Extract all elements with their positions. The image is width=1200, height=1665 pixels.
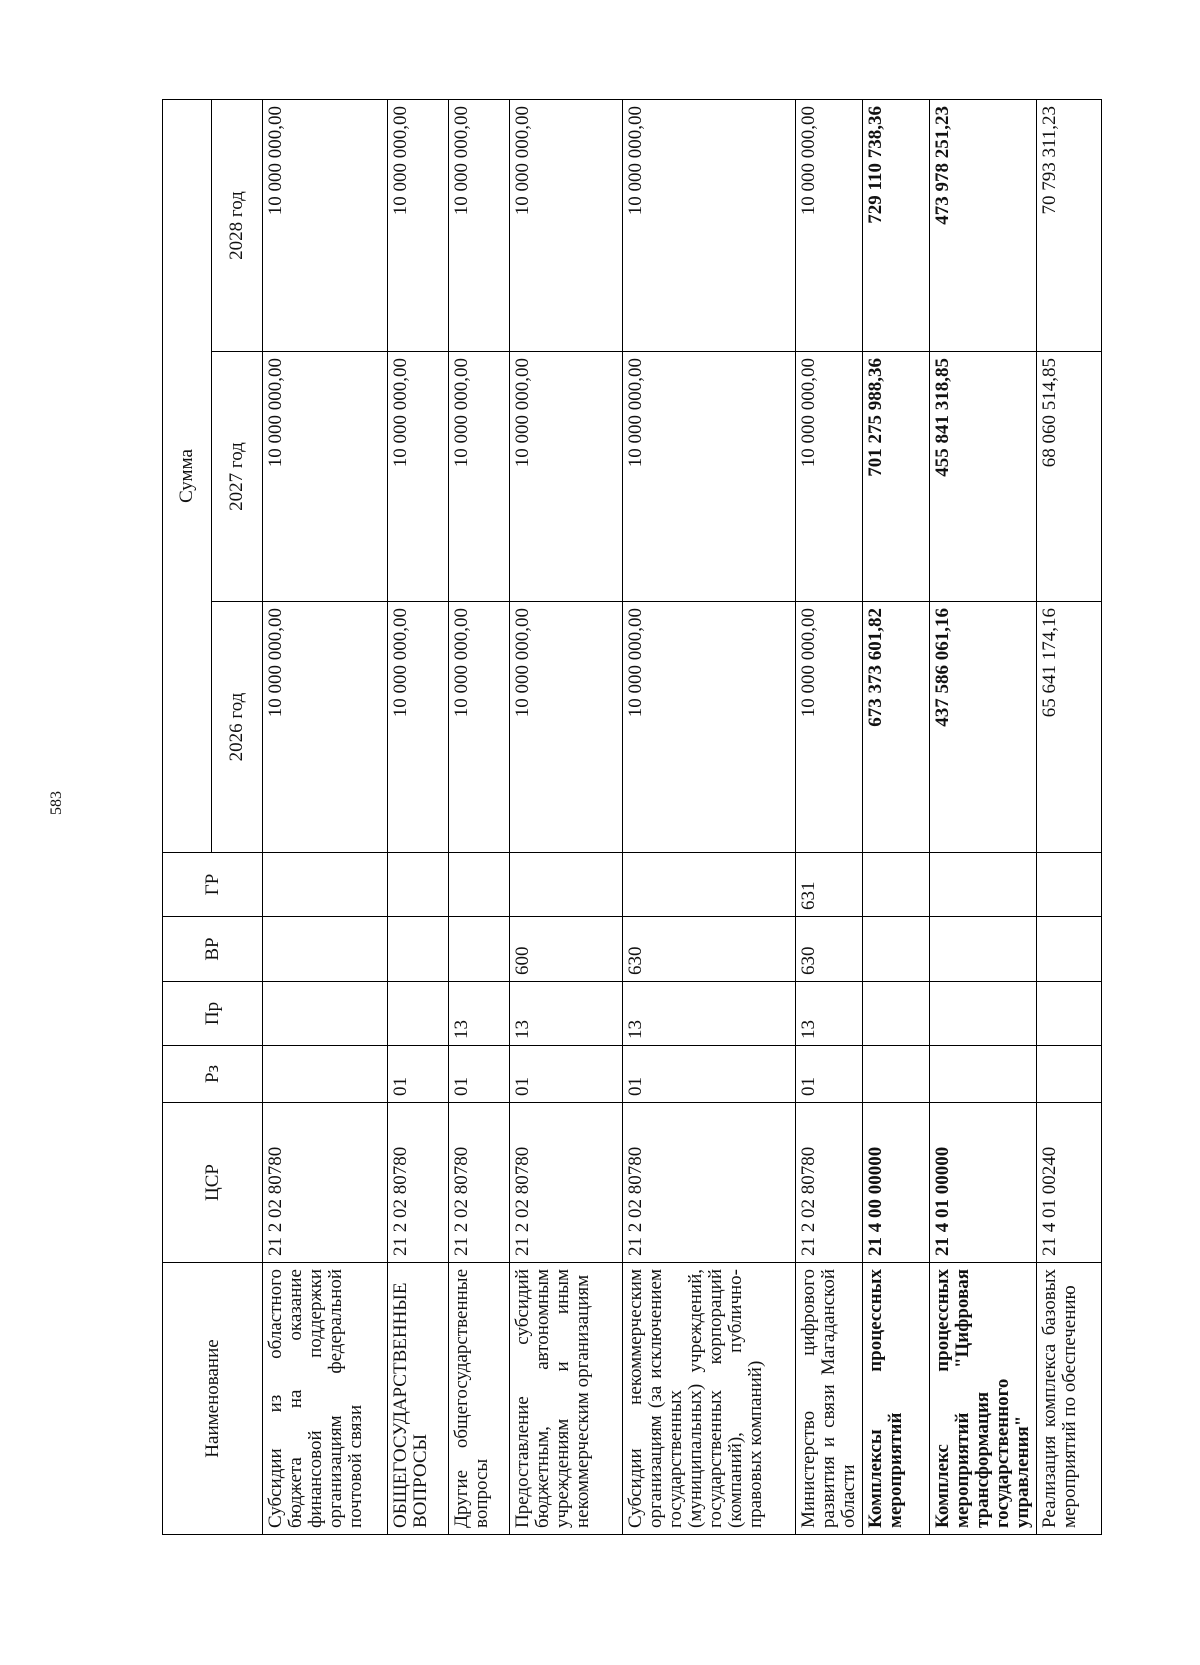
cell-2027: 455 841 318,85 bbox=[930, 352, 1037, 602]
header-rz: Рз bbox=[163, 1046, 263, 1103]
cell-2026: 10 000 000,00 bbox=[263, 602, 388, 853]
cell-vr: 630 bbox=[796, 917, 863, 982]
cell-name: Другие общегосударственные вопросы bbox=[449, 1263, 510, 1535]
table-row bbox=[449, 99, 510, 1534]
cell-pr bbox=[263, 982, 388, 1046]
cell-2027: 10 000 000,00 bbox=[623, 352, 796, 602]
cell-vr bbox=[863, 917, 930, 982]
cell-csr: 21 2 02 80780 bbox=[449, 1103, 510, 1263]
budget-table bbox=[162, 99, 1102, 1535]
header-year-2027: 2027 год bbox=[212, 352, 263, 602]
cell-2028: 729 110 738,36 bbox=[863, 99, 930, 351]
cell-2028: 10 000 000,00 bbox=[449, 99, 510, 351]
cell-pr bbox=[930, 982, 1037, 1046]
cell-rz bbox=[930, 1046, 1037, 1103]
cell-vr bbox=[449, 917, 510, 982]
cell-name: Реализация комплекса базовых мероприятий по обеспечению bbox=[1036, 1263, 1101, 1535]
cell-rz: 01 bbox=[449, 1046, 510, 1103]
cell-csr: 21 2 02 80780 bbox=[623, 1103, 796, 1263]
cell-2028: 10 000 000,00 bbox=[263, 99, 388, 351]
cell-gr bbox=[623, 853, 796, 917]
cell-csr: 21 4 00 00000 bbox=[863, 1103, 930, 1263]
header-gr: ГР bbox=[163, 853, 263, 917]
header-sum: Сумма bbox=[163, 99, 212, 852]
cell-pr bbox=[1036, 982, 1101, 1046]
cell-gr bbox=[1036, 853, 1101, 917]
cell-2028: 473 978 251,23 bbox=[930, 99, 1037, 351]
cell-pr bbox=[863, 982, 930, 1046]
cell-gr bbox=[510, 853, 623, 917]
table-row bbox=[796, 99, 863, 1534]
page-number: 583 bbox=[48, 791, 65, 815]
cell-2026: 65 641 174,16 bbox=[1036, 602, 1101, 853]
table-row bbox=[623, 99, 796, 1534]
table-row bbox=[863, 99, 930, 1534]
header-pr: Пр bbox=[163, 982, 263, 1046]
cell-pr: 13 bbox=[623, 982, 796, 1046]
cell-vr bbox=[388, 917, 449, 982]
table-header bbox=[163, 99, 263, 1534]
cell-2028: 10 000 000,00 bbox=[796, 99, 863, 351]
cell-csr: 21 4 01 00240 bbox=[1036, 1103, 1101, 1263]
cell-2027: 10 000 000,00 bbox=[263, 352, 388, 602]
cell-vr: 600 bbox=[510, 917, 623, 982]
cell-2026: 10 000 000,00 bbox=[510, 602, 623, 853]
cell-name: Министерство цифрового развития и связи Магаданской области bbox=[796, 1263, 863, 1535]
cell-csr: 21 2 02 80780 bbox=[796, 1103, 863, 1263]
cell-2026: 437 586 061,16 bbox=[930, 602, 1037, 853]
cell-csr: 21 2 02 80780 bbox=[388, 1103, 449, 1263]
cell-name: Комплексы процессных мероприятий bbox=[863, 1263, 930, 1535]
cell-pr: 13 bbox=[510, 982, 623, 1046]
cell-2026: 673 373 601,82 bbox=[863, 602, 930, 853]
cell-2027: 10 000 000,00 bbox=[449, 352, 510, 602]
header-name: Наименование bbox=[163, 1263, 263, 1535]
cell-pr bbox=[388, 982, 449, 1046]
cell-2027: 10 000 000,00 bbox=[388, 352, 449, 602]
cell-rz: 01 bbox=[623, 1046, 796, 1103]
cell-pr: 13 bbox=[449, 982, 510, 1046]
cell-2028: 10 000 000,00 bbox=[623, 99, 796, 351]
cell-rz bbox=[863, 1046, 930, 1103]
cell-csr: 21 2 02 80780 bbox=[263, 1103, 388, 1263]
cell-name: Комплекс процессных мероприятий "Цифровая трансформация государственного управления" bbox=[930, 1263, 1037, 1535]
cell-2028: 10 000 000,00 bbox=[388, 99, 449, 351]
cell-rz bbox=[263, 1046, 388, 1103]
cell-2027: 701 275 988,36 bbox=[863, 352, 930, 602]
header-year-2028: 2028 год bbox=[212, 99, 263, 351]
table-row bbox=[388, 99, 449, 1534]
table-row bbox=[510, 99, 623, 1534]
cell-gr bbox=[930, 853, 1037, 917]
cell-name: Предоставление субсидий бюджетным, автономным учреждениям и иным некоммерческим организациям bbox=[510, 1263, 623, 1535]
table-row bbox=[1036, 99, 1101, 1534]
cell-2026: 10 000 000,00 bbox=[449, 602, 510, 853]
cell-gr bbox=[863, 853, 930, 917]
cell-2026: 10 000 000,00 bbox=[796, 602, 863, 853]
cell-rz: 01 bbox=[796, 1046, 863, 1103]
cell-2026: 10 000 000,00 bbox=[623, 602, 796, 853]
cell-gr bbox=[388, 853, 449, 917]
cell-rz: 01 bbox=[510, 1046, 623, 1103]
table-body bbox=[263, 99, 1102, 1534]
cell-2027: 10 000 000,00 bbox=[510, 352, 623, 602]
cell-2026: 10 000 000,00 bbox=[388, 602, 449, 853]
table-row bbox=[930, 99, 1037, 1534]
cell-rz: 01 bbox=[388, 1046, 449, 1103]
cell-2028: 10 000 000,00 bbox=[510, 99, 623, 351]
cell-name: ОБЩЕГОСУДАРСТВЕННЫЕ ВОПРОСЫ bbox=[388, 1263, 449, 1535]
cell-2028: 70 793 311,23 bbox=[1036, 99, 1101, 351]
cell-gr bbox=[263, 853, 388, 917]
rotated-page-content bbox=[162, 100, 1080, 1535]
cell-vr bbox=[930, 917, 1037, 982]
header-vr: ВР bbox=[163, 917, 263, 982]
cell-gr: 631 bbox=[796, 853, 863, 917]
cell-vr: 630 bbox=[623, 917, 796, 982]
cell-2027: 10 000 000,00 bbox=[796, 352, 863, 602]
cell-name: Субсидии из областного бюджета на оказание финансовой поддержки организациям федеральной почтовой связи bbox=[263, 1263, 388, 1535]
table-row bbox=[263, 99, 388, 1534]
cell-csr: 21 2 02 80780 bbox=[510, 1103, 623, 1263]
header-csr: ЦСР bbox=[163, 1103, 263, 1263]
cell-vr bbox=[263, 917, 388, 982]
cell-name: Субсидии некоммерческим организациям (за исключением государственных (муниципальных) учреждений, государственных корпораций (компаний), публично-правовых компаний) bbox=[623, 1263, 796, 1535]
cell-rz bbox=[1036, 1046, 1101, 1103]
cell-2027: 68 060 514,85 bbox=[1036, 352, 1101, 602]
cell-csr: 21 4 01 00000 bbox=[930, 1103, 1037, 1263]
header-year-2026: 2026 год bbox=[212, 602, 263, 853]
cell-pr: 13 bbox=[796, 982, 863, 1046]
cell-gr bbox=[449, 853, 510, 917]
cell-vr bbox=[1036, 917, 1101, 982]
